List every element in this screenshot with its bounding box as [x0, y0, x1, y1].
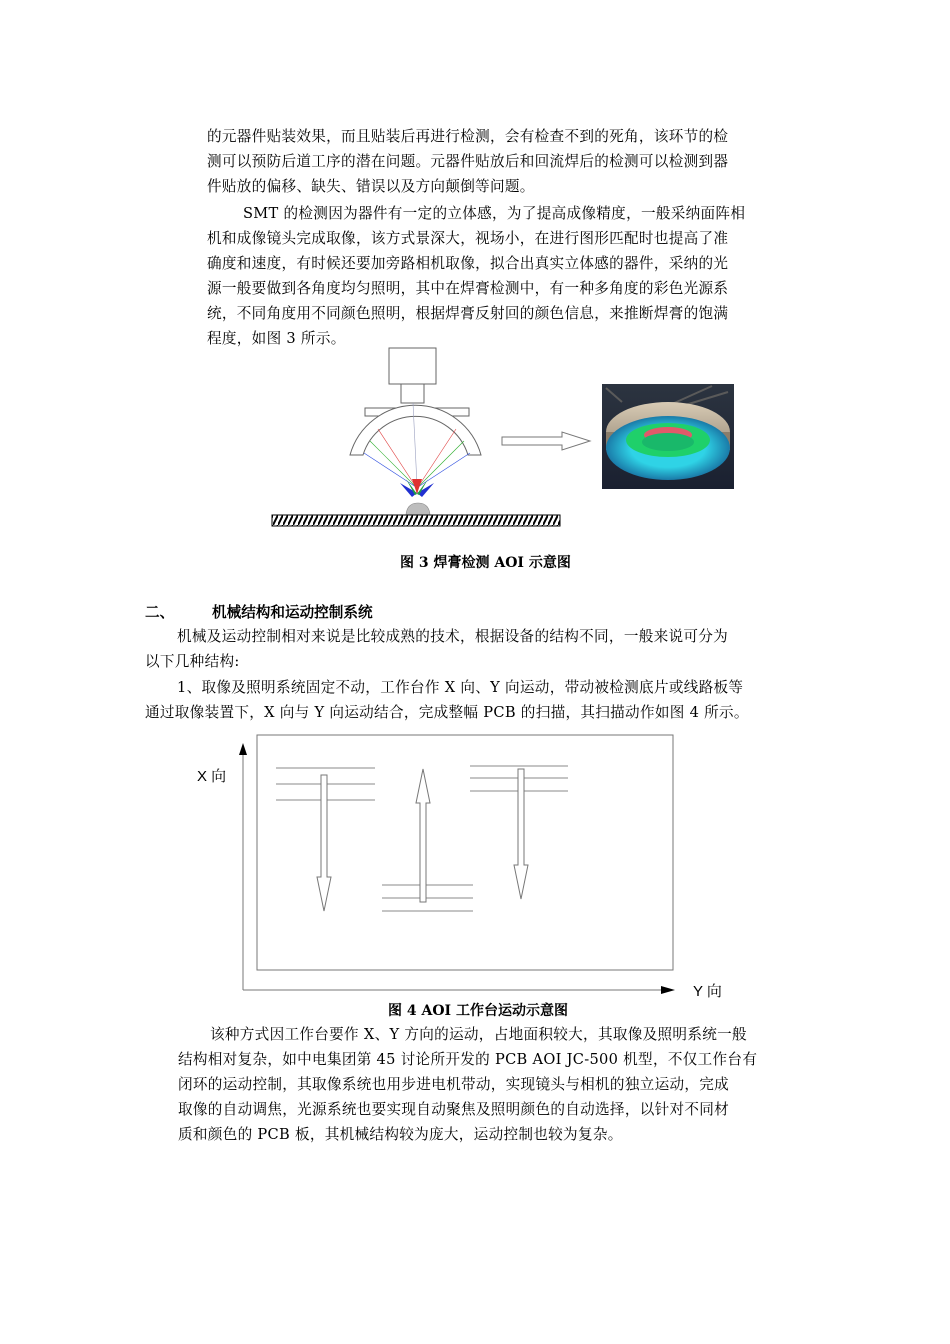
text-line: 源一般要做到各角度均匀照明，其中在焊膏检测中，有一种多角度的彩色光源系 [207, 280, 729, 297]
paragraph-4 [145, 675, 810, 725]
camera-lens [401, 384, 424, 403]
light-ray [418, 453, 470, 487]
text-line: 的元器件贴装效果，而且贴装后再进行检测，会有检查不到的死角，该环节的检 [207, 128, 729, 145]
figure-4-caption: 图 4 AOI 工作台运动示意图 [388, 1003, 568, 1019]
paragraph-2 [207, 201, 807, 351]
light-ray [378, 429, 416, 487]
text-line: 1、取像及照明系统固定不动，工作台作 X 向、Y 向运动，带动被检测底片或线路板等 [177, 679, 744, 696]
text-line: 以下几种结构: [145, 653, 240, 670]
figure-3-caption: 图 3 焊膏检测 AOI 示意图 [400, 555, 571, 571]
text-line: 机和成像镜头完成取像，该方式景深大，视场小，在进行图形匹配时也提高了准 [207, 230, 729, 247]
figure-4-diagram [235, 735, 685, 995]
light-ray [370, 441, 416, 487]
right-arrow-icon [502, 432, 590, 450]
text-line: 统，不同角度用不同颜色照明，根据焊膏反射回的颜色信息，来推断焊膏的饱满 [207, 305, 729, 322]
text-line: 该种方式因工作台要作 X、Y 方向的运动，占地面积较大，其取像及照明系统一般 [210, 1026, 747, 1043]
text-line: 机械及运动控制相对来说是比较成熟的技术，根据设备的结构不同，一般来说可分为 [177, 628, 729, 645]
paragraph-5 [178, 1022, 810, 1147]
camera-body [389, 348, 436, 384]
figure-3-arrow [500, 431, 595, 451]
text-line: SMT 的检测因为器件有一定的立体感，为了提高成像精度，一般采纳面阵相 [243, 205, 746, 222]
right-arrow-icon [661, 986, 675, 994]
paragraph-3 [145, 624, 810, 674]
worktable-frame [257, 735, 673, 970]
text-line: 取像的自动调焦，光源系统也要实现自动聚焦及照明颜色的自动选择，以针对不同材 [178, 1101, 730, 1118]
light-ray [364, 453, 416, 487]
text-line: 件贴放的偏移、缺失、错误以及方向颠倒等问题。 [207, 178, 535, 195]
section-number: 二、 [145, 604, 175, 621]
text-line: 质和颜色的 PCB 板，其机械结构较为庞大，运动控制也较为复杂。 [178, 1126, 623, 1143]
section-title: 机械结构和运动控制系统 [212, 604, 373, 621]
paragraph-1 [207, 124, 807, 199]
solder-paste [406, 503, 430, 515]
light-ray [418, 441, 464, 487]
light-ray [418, 429, 456, 487]
text-line: 闭环的运动控制，其取像系统也用步进电机带动，实现镜头与相机的独立运动，完成 [178, 1076, 730, 1093]
ring-center [642, 433, 694, 451]
y-axis-label: Y 向 [693, 983, 722, 1000]
pcb-board [272, 515, 560, 526]
x-axis-label: X 向 [197, 768, 227, 785]
text-line: 结构相对复杂，如中电集团第 45 讨论所开发的 PCB AOI JC-500 机型，不仅工作台有 [178, 1051, 758, 1068]
ring-light-photo [602, 384, 734, 489]
text-line: 测可以预防后道工序的潜在问题。元器件贴放后和回流焊后的检测可以检测到器 [207, 153, 729, 170]
text-line: 通过取像装置下，X 向与 Y 向运动结合，完成整幅 PCB 的扫描，其扫描动作如图 4 所示。 [145, 704, 749, 721]
up-arrow-icon [239, 743, 247, 755]
text-line: 程度，如图 3 所示。 [207, 330, 346, 347]
text-line: 确度和速度，有时候还要加旁路相机取像，拟合出真实立体感的器件，采纳的光 [207, 255, 729, 272]
